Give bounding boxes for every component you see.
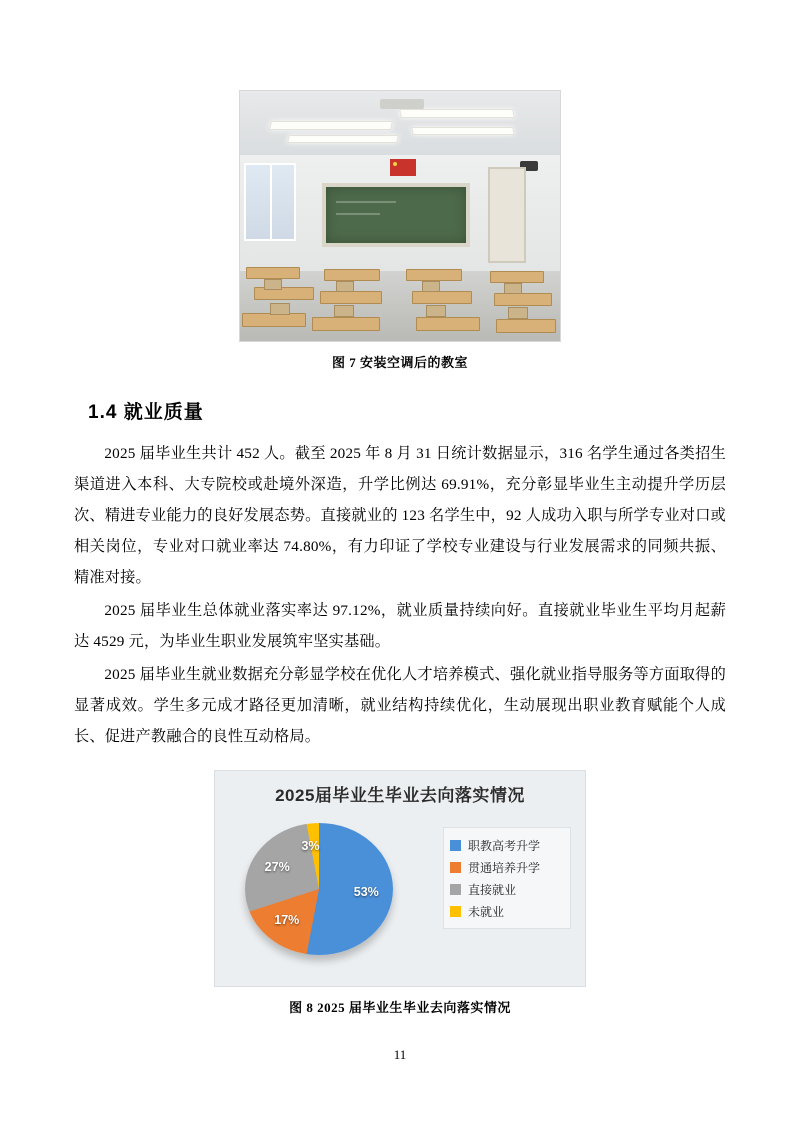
legend-label-1: 贯通培养升学 bbox=[468, 860, 541, 875]
chair bbox=[334, 305, 354, 317]
legend-swatch-0 bbox=[450, 840, 461, 851]
paragraph-2: 2025 届毕业生总体就业落实率达 97.12%，就业质量持续向好。直接就业毕业生平均月起薪达 4529 元，为毕业生职业发展筑牢坚实基础。 bbox=[74, 602, 726, 650]
desk bbox=[242, 313, 306, 327]
figure-8-caption: 图 8 2025 届毕业生毕业去向落实情况 bbox=[289, 1000, 511, 1015]
legend-label-3: 未就业 bbox=[468, 904, 505, 919]
classroom-photo bbox=[239, 90, 561, 342]
legend-label-2: 直接就业 bbox=[468, 882, 517, 897]
slice-label-0: 53% bbox=[353, 884, 379, 899]
paragraph-3: 2025 届毕业生就业数据充分彰显学校在优化人才培养模式、强化就业指导服务等方面取得的显著成效。学生多元成才路径更加清晰，就业结构持续优化，生动展现出职业教育赋能个人成长、促进产教融合的良性互动格局。 bbox=[74, 666, 726, 745]
blackboard bbox=[322, 183, 470, 247]
desk bbox=[406, 269, 462, 281]
chair bbox=[426, 305, 446, 317]
desk bbox=[246, 267, 300, 279]
desk bbox=[320, 291, 382, 304]
legend-item-0 bbox=[450, 834, 564, 856]
chair bbox=[270, 303, 290, 315]
paragraph-1: 2025 届毕业生共计 452 人。截至 2025 年 8 月 31 日统计数据显示，316 名学生通过各类招生渠道进入本科、大专院校或赴境外深造，升学比例达 69.91%，充分彰显毕业生主动提升学历层次、精进专业能力的良好发展态势。直接就业的 123 名学生中，92 人成功入职与所学专业对口或相关岗位，专业对口就业率达 74.80%，有力印证了学校专业建设与行业发展需求的同频共振、精准对接。 bbox=[74, 445, 726, 586]
desk bbox=[324, 269, 380, 281]
chair bbox=[336, 281, 354, 292]
desk bbox=[490, 271, 544, 283]
page-number: 11 bbox=[393, 1047, 407, 1062]
pie-chart bbox=[214, 770, 586, 987]
legend-swatch-3 bbox=[450, 906, 461, 917]
ceiling-light bbox=[287, 135, 399, 143]
ceiling-light bbox=[399, 109, 515, 118]
slice-label-1: 17% bbox=[274, 912, 300, 927]
window bbox=[244, 163, 296, 241]
slice-label-3: 3% bbox=[301, 839, 320, 854]
ceiling-light bbox=[411, 127, 514, 135]
legend-item-3 bbox=[450, 900, 564, 922]
desk bbox=[412, 291, 472, 304]
ceiling-fixture bbox=[380, 99, 424, 109]
figure-7-container bbox=[74, 90, 726, 342]
desk bbox=[494, 293, 552, 306]
legend-item-2 bbox=[450, 878, 564, 900]
chart-title: 2025届毕业生毕业去向落实情况 bbox=[275, 786, 525, 805]
legend-label-0: 职教高考升学 bbox=[468, 838, 541, 853]
chair bbox=[504, 283, 522, 294]
figure-7-caption: 图 7 安装空调后的教室 bbox=[331, 355, 468, 370]
ceiling-light bbox=[269, 121, 393, 130]
desk bbox=[254, 287, 314, 300]
chart-legend bbox=[443, 827, 571, 929]
blackboard-chalk-line bbox=[336, 201, 396, 203]
chair bbox=[264, 279, 282, 290]
figure-8-container bbox=[74, 770, 726, 987]
desk bbox=[312, 317, 380, 331]
page-title: 1.4 就业质量 bbox=[88, 402, 204, 423]
door bbox=[488, 167, 526, 263]
chair bbox=[422, 281, 440, 292]
chair bbox=[508, 307, 528, 319]
desk bbox=[416, 317, 480, 331]
pie-area bbox=[241, 815, 401, 970]
blackboard-chalk-line bbox=[336, 213, 380, 215]
legend-swatch-2 bbox=[450, 884, 461, 895]
flag bbox=[390, 159, 416, 176]
slice-label-2: 27% bbox=[264, 859, 290, 874]
legend-item-1 bbox=[450, 856, 564, 878]
legend-swatch-1 bbox=[450, 862, 461, 873]
desk bbox=[496, 319, 556, 333]
